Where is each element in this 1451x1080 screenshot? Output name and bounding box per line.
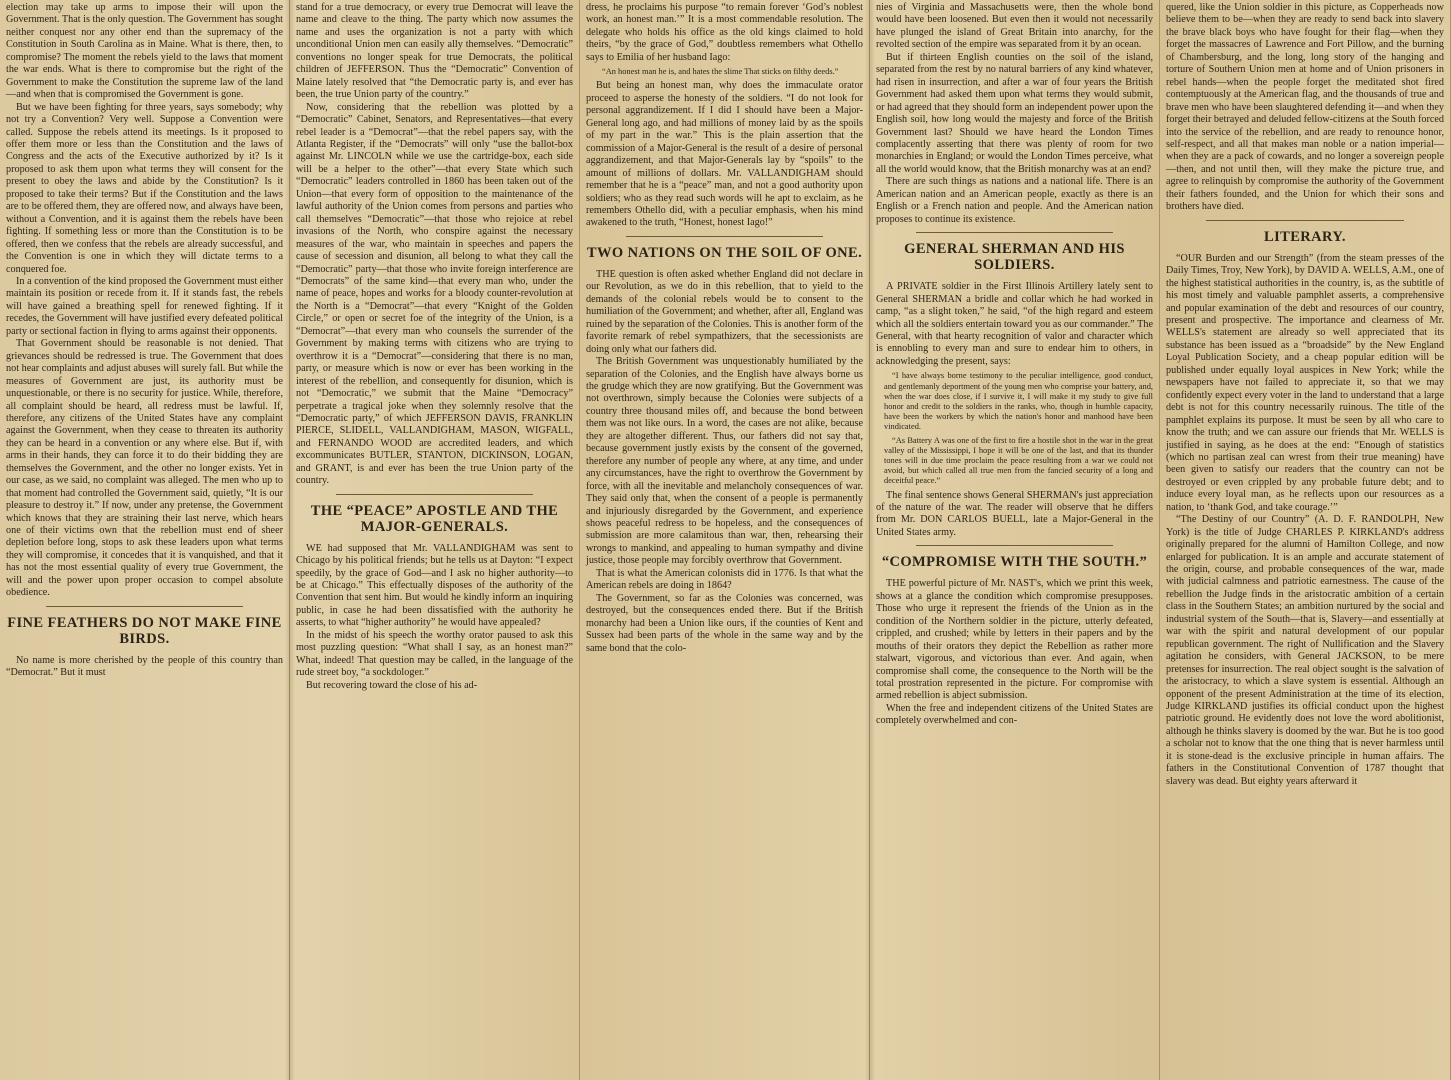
paragraph: stand for a true democracy, or every true Democrat will leave the name and cleave to the thing. The party which now assumes the name and uses the organization is not a party with which unconditional Union men can easily ally themselves. “Democratic” conventions no longer speak for true Democrats, the political children of JEFFERSON. Thus the “Democratic” Convention of Maine lately resolved that “the Democratic party is, and ever has been, the true Union party of the country.” — [296, 2, 573, 101]
paragraph: There are such things as nations and a national life. There is an American nation and an American people, exactly as there is an English or a French nation and people. And the American nation proposes to continue its existence. — [876, 176, 1153, 225]
headline-literary: LITERARY. — [1264, 228, 1346, 245]
paragraph: “OUR Burden and our Strength” (from the steam presses of the Daily Times, Troy, New York), by DAVID A. WELLS, A.M., one of the highest statistical authorities in the country, is, as the subtitle of his most timely and valuable pamphlet asserts, a comprehensive and popular examination of the debt and resources of our country, present and prospective. The importance and clearness of Mr. WELLS's statement are already so well appreciated that its substance has been issued as a “broadside” by the New England Loyal Publication Society, and a cheap popular edition will be published under equally loyal auspices in New York; while the newspapers have not failed to appreciate it, so that we may confidently expect every voter in the land to understand that a large debt is not for this country necessarily ruinous. The title of the pamphlet explains its purpose. It must be seen by all who care to know the truth; and we can assure our friends that Mr. WELLS is justified in saying, as he does at the end: “Enough of statistics (which no partisan zeal can wrest from their true meaning) have been given to satisfy our readers that the country can not be destroyed or even crippled by any probable future debt; and to induce every loyal man, as he reflects upon our resources as a nation, to ‘thank God, and take courage.’” — [1166, 252, 1445, 513]
quotation: “An honest man he is, and hates the slime That sticks on filthy deeds.” — [602, 67, 839, 77]
paragraph: WE had supposed that Mr. VALLANDIGHAM was sent to Chicago by his political friends; but he tells us at Dayton: “I expect speedily, by the grace of God—and I ask no higher authority—to be at Chicago.” This effectually disposes of the authority of the Convention that sent him. But would he kindly inform an inquiring public, in case he had been dissatisfied with the authority he asserts, to what “higher authority” he would have appealed? — [296, 542, 573, 629]
headline-compromise: “COMPROMISE WITH THE SOUTH.” — [881, 554, 1148, 571]
quotation: “As Battery A was one of the first to fire a hostile shot in the war in the great valley of the Mississippi, I hope it will be one of the last, and that its thunder tones will in due time proclaim the peace resulting from a war we could not avoid, but which called all true men from the fancied security of a long and deceitful peace.” — [884, 435, 1153, 486]
paragraph: When the free and independent citizens of the United States are completely overwhelmed and con- — [876, 702, 1153, 727]
paragraph: THE powerful picture of Mr. NAST's, which we print this week, shows at a glance the condition which compromise presupposes. Those who urge it represent the friends of the Union as in the condition of the Northern soldier in the picture, utterly defeated, crippled, and crushed; while by letters in their papers and by the mouths of their orators they depict the Rebellion as rather more stalwart, vigorous, and victorious than ever. And again, when compromise shall come, the consequence to the North will be the total prostration represented in the picture. For compromise with armed rebellion is abject submission. — [876, 578, 1153, 702]
paragraph: But we have been fighting for three years, says somebody; why not try a Convention? Very well. Suppose a Convention were called. Suppose the rebels attend its meetings. Is it proposed to offer them more or less than the Constitution and the laws of Congress and the acts of the Executive authorized by it? Is it proposed to ask them upon what terms they will consent for the present to obey the laws and abide by the Constitution? Is it proposed to take their terms? But if the Constitution and the laws are to be offered them, they are offered now, and always have been, without a Convention, and it is against them the rebels have been fighting. If something less or more than the Constitution is to be offered, then we confess that the rebels are already successful, and the Convention is one in which they will dictate terms to a conquered foe. — [6, 101, 283, 275]
paragraph: “The Destiny of our Country” (A. D. F. RANDOLPH, New York) is the title of Judge CHARLES P. KIRKLAND's address originally prepared for the alumni of Hamilton College, and now enlarged for publication. It is an ample and accurate statement of the origin, course, and probable consequences of the war, made with judicial calmness and patriotic earnestness. The cause of the rebellion the Judge finds in the aristocratic ambition of a certain class in the Southern States; an ambition nurtured by the social and industrial system of the South—that is, Slavery—and essentially at war with the spirit and natural development of our popular republican government. The right of Nullification and the Slavery agitation he considers, with General JACKSON, to be mere pretenses for insurrection. The real object sought is the salvation of the aristocracy, to which a slave system is essential. Although an opponent of the present Administration at the time of its election, Judge KIRKLAND justifies its official conduct upon the highest patriotic ground. He evidently does not love the word abolitionist, although he thinks slavery is doomed by the war. But he is too good a scholar not to know that the one thing that is never harmless until it is stone-dead is the exclusive principle in human affairs. The fathers in the Constitutional Convention of 1787 thought that slavery was dead. But eighty years afterward it — [1166, 514, 1444, 787]
paragraph: The British Government was unquestionably humiliated by the separation of the Colonies, and the English have always borne us the grudge which they are now gratifying. But the Government was not overthrown, simply because the Colonies were subjects of a country three thousand miles off, and because the bond between them was not like ours. In a word, the cases are not alike, because they are altogether different. Thus, our fathers did not say that, because government justly exists by the consent of the governed, therefore any number of people any where, at any time, and under any circumstances, have the right to overthrow the Government by force, with all the inevitable and melancholy consequences of war. They said only that, when the consent of a people is permanently and injuriously disregarded by the Government, and experience shows peaceful redress to be hopeless, and the consequences of submission are more calamitous than war, then, rehearsing their wrongs to mankind, and appealing to human sympathy and divine justice, those people may forcibly overthrow that Government. — [586, 356, 863, 567]
paragraph: quered, like the Union soldier in this picture, as Copperheads now believe them to be—when they are ready to send back into slavery the brave black boys who have fought for their flag—when they forget the massacres of Lawrence and Fort Pillow, and the burning of Chambersburg, and the long, long story of the hanging and torture of Southern Union men at home and of Union prisoners in rebel hands—when the people forget the meditated shot fired contemptuously at the American flag, and the thousands of true and brave men who have been slaughtered defending it—and when they forget their betrayed and deluded fellow-citizens at the South forced into the service of the rebellion, and are ready to renounce honor, self-respect, and all that makes man noble or a nation imperial—when they are a pack of cowards, and no longer a sovereign people—then, and not until then, will they make the picture true, and agree to relinquish by compromise the authority of the Government their fathers founded, and the Union for which their sons and brothers have died. — [1166, 2, 1444, 213]
paragraph: That Government should be reasonable is not denied. That grievances should be redressed is true. The Government that does not hear complaints and adjust abuses will surely fall. But while the measures of Government are just, its authority must be unquestionable, or there is no security for justice. While, therefore, all complaint should be heard, all redress must be lawful. If, therefore, any citizens of the United States have any complaint against the Government, when they cease to threaten its authority they can be heard in a convention or any where else. But if, with arms in their hands, they can force it to do their bidding they are themselves the Government, and the other no longer exists. Yet in our case, as we said, no complaint was alleged. The men who up to that moment had controlled the Government said, quietly, “It is our pleasure to destroy it.” If now, under any pretense, the Government which knows that they are straining their last nerve, which hears one of their victims own that the rebellion must end of sheer depletion before long, stops to ask these leaders upon what terms they will compromise, it concedes that it is vanquished, and that it has not the most essential quality of every true Government, the will and the power upon proper occasion to compel absolute obedience. — [6, 338, 283, 599]
headline-fine-feathers: FINE FEATHERS DO NOT MAKE FINE BIRDS. — [7, 614, 282, 647]
paragraph: A PRIVATE soldier in the First Illinois Artillery lately sent to General SHERMAN a bridle and collar which he had worked in camp, “as a slight token,” he said, “of the high regard and esteem which all the soldiers entertain toward you as our commander.” The General, with that hearty recognition of valor and character which is ennobling to every man and sure to endear him to others, in acknowledging the present, says: — [876, 281, 1153, 367]
paragraph: But being an honest man, why does the immaculate orator proceed to asperse the honesty of the soldiers. “I do not look for personal aggrandizement. If I did I should have been a Major-General long ago, and had millions of money laid by as the spoils of my part in the war.” This is the plain assertion that the commission of a Major-General is the result of a desire of personal aggrandizement, and that Major-Generals lay by “spoils” to the amount of millions of dollars. Mr. VALLANDIGHAM should remember that he is a “peace” man, and not a good authority upon soldiers; who as they read such words will he apt to exclaim, as he remembers Othello did, with a peculiar emphasis, when his mind awakened to the truth, “Honest, honest Iago!” — [586, 80, 863, 229]
column-2 — [290, 0, 580, 1080]
paragraph: The final sentence shows General SHERMAN's just appreciation of the nature of the war. The reader will observe that he differs from Mr. DON CARLOS BUELL, late a Major-General in the United States army. — [876, 489, 1153, 538]
divider — [1206, 220, 1404, 221]
column-1 — [0, 0, 290, 1080]
paragraph: But recovering toward the close of his ad- — [306, 679, 478, 691]
divider — [916, 545, 1113, 546]
column-4 — [870, 0, 1160, 1080]
paragraph: nies of Virginia and Massachusetts were, then the whole bond would have been loosened. But even then it would not necessarily have plunged the island of Great Britain into anarchy, for the revolted section of the empire was separated from it by an ocean. — [876, 2, 1153, 51]
quotation: “I have always borne testimony to the peculiar intelligence, good conduct, and gentlemanly deportment of the young men who comprise your battery, and, when the war does close, if I survive it, I will make it my study to give full honor and credit to the soldiers in the ranks, who, though in humble capacity, have been the workers by which the nation's honor and manhood have been vindicated. — [884, 371, 1153, 432]
paragraph: In the midst of his speech the worthy orator paused to ask this most puzzling question: “What shall I say, as an honest man?” What, indeed! That question may be called, in the language of the rude street boy, “a sockdologer.” — [296, 629, 573, 679]
column-3 — [580, 0, 870, 1080]
paragraph: dress, he proclaims his purpose “to remain forever ‘God’s noblest work, an honest man.’” It is a most commendable resolution. The delegate who holds his office as the old kings claimed to hold theirs, “by the grace of God,” doubtless remembers what Othello says to Emilia of her husband Iago: — [586, 2, 863, 63]
paragraph: But if thirteen English counties on the soil of the island, separated from the rest by no natural barriers of any kind whatever, had risen in insurrection, and after a war of four years the British Government had asked them upon what terms they would submit, or had agreed that they should form an independent power upon the English soil, how long would the majesty and force of the British Government last? Should we have heard the London Times complacently asserting that there was plenty of room for two monarchies in England; or would the London Times perceive, what all the world would know, that the British monarchy was at an end? — [876, 51, 1153, 175]
headline-peace-apostle: THE “PEACE” APOSTLE AND THE MAJOR-GENERALS. — [310, 502, 559, 535]
divider — [916, 232, 1113, 233]
paragraph: THE question is often asked whether England did not declare in our Revolution, as we do in this rebellion, that to yield to the demands of the colonial rebels would be to consent to the humiliation of the Government; and whether, after all, England was ruined by the separation of the Colonies. This is another form of the favorite remark of rebel sympathizers, that the secessionists are doing only what our fathers did. — [586, 268, 863, 355]
paragraph: That is what the American colonists did in 1776. Is that what the American rebels are doing in 1864? — [586, 567, 863, 592]
column-5 — [1160, 0, 1451, 1080]
paragraph: No name is more cherished by the people of this country than “Democrat.” But it must — [6, 654, 283, 679]
divider — [626, 236, 823, 237]
headline-general-sherman: GENERAL SHERMAN AND HIS SOLDIERS. — [904, 241, 1125, 274]
paragraph: election may take up arms to impose their will upon the Government. That is the only question. The Government has sought neither conquest nor any other end than the supremacy of the Constitution in South Carolina as in Maine. What is there, then, to compromise? The moment the rebels yield to the laws that moment the war ends. What is there to compromise but the right of the Government to make the Constitution the supreme law of the land—and when that is compromised the Government is gone. — [6, 2, 283, 101]
paragraph: The Government, so far as the Colonies was concerned, was destroyed, but the consequences ended there. But if the British monarchy had been a Union like ours, if the counties of Kent and Sussex had been parts of the whole in the same way and by the same bond that the colo- — [586, 592, 863, 654]
headline-two-nations: TWO NATIONS ON THE SOIL OF ONE. — [586, 244, 863, 261]
paragraph: Now, considering that the rebellion was plotted by a “Democratic” Cabinet, Senators, and Representatives—that every rebel leader is a “Democrat”—that the rebel papers say, with the Atlanta Register, if the “Democrats” will only “use the ballot-box against Mr. LINCOLN while we use the cartridge-box, each side will be a helper to the other”—that every State which such “Democratic” leaders controlled in 1860 has been taken out of the Union—that every form of opposition to the maintenance of the lawful authority of the Union comes from persons and parties who call themselves “Democratic”—that those who rejoice at rebel invasions of the North, who conspire against the necessary measures of the war, who maintain in speeches and papers the cause of secession and disunion, all belong to what they call the “Democratic” party—that those who invite foreign interference are “Democrats” of the same kind—that every man who, under the name of peace, hopes and works for a bloody counter-revolution at the North is a “Democrat”—that every “Knight of the Golden Circle,” or open or secret foe of the integrity of the Union, is a “Democrat”—that every man who counsels the surrender of the Government by making terms with citizens who are trying to overthrow it is a “Democrat”—considering that there is no man, party, or measure which is now or ever has been working in the interest of the rebellion, and consequently for disunion, which is not “Democratic,” we submit that the Maine “Democracy” perpetrate a tragical joke when they solemnly resolve that the “Democratic party,” of which JEFFERSON DAVIS, FRANKLIN PIERCE, SLIDELL, VALLANDIGHAM, MASON, WIGFALL, and FERNANDO WOOD are accredited leaders, and which excommunicates BUTLER, STANTON, DICKINSON, LOGAN, and GRANT, is and ever has been the true Union party of the country. — [296, 101, 573, 487]
divider — [46, 606, 243, 607]
paragraph: In a convention of the kind proposed the Government must either maintain its position or recede from it. If it stands fast, the rebels will have gained a breathing spell for renewed fighting. If it recedes, the Government will have justified every defeated political party or sectional faction in flying to arms against their opponents. — [6, 275, 283, 337]
divider — [336, 494, 533, 495]
